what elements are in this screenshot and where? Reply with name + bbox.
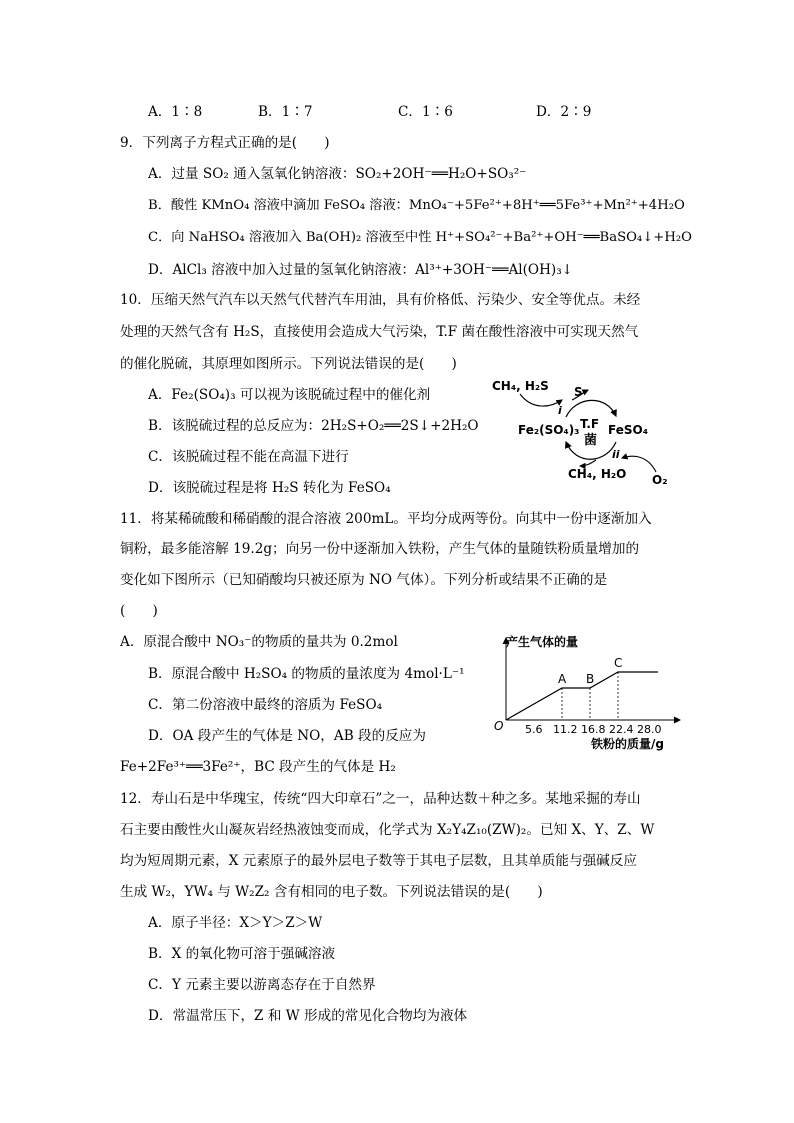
q12-option-b: B．X 的氧化物可溶于强碱溶液 <box>148 946 336 962</box>
q12-stem-line-4: 生成 W₂，YW₄ 与 W₂Z₂ 含有相同的电子数。下列说法错误的是( ) <box>120 884 543 900</box>
cycle-arrow-top <box>566 400 616 417</box>
q12-option-d: D．常温常压下，Z 和 W 形成的常见化合物均为液体 <box>148 1008 468 1024</box>
diagram-step-ii: ii <box>612 448 620 461</box>
q12-stem-line-1: 12．寿山石是中华瑰宝，传统“四大印章石”之一，品种达数＋种之多。某地采掘的寿山 <box>120 791 641 807</box>
q10-stem-line-3: 的催化脱硫，其原理如图所示。下列说法错误的是( ) <box>120 356 457 372</box>
chart-x-tick-label: 11.2 <box>553 723 578 736</box>
q10-option-a: A．Fe₂(SO₄)₃ 可以视为该脱硫过程中的催化剂 <box>148 387 431 403</box>
chart-point-label-b: B <box>586 672 595 686</box>
q9-option-d: D．AlCl₃ 溶液中加入过量的氢氧化钠溶液：Al³⁺+3OH⁻══Al(OH)₃↓ <box>148 262 574 278</box>
q10-option-b: B．该脱硫过程的总反应为：2H₂S+O₂══2S↓+2H₂O <box>148 418 479 434</box>
q9-option-a: A．过量 SO₂ 通入氢氧化钠溶液：SO₂+2OH⁻══H₂O+SO₃²⁻ <box>148 166 527 182</box>
q11-option-d-line-2: Fe+2Fe³⁺══3Fe²⁺，BC 段产生的气体是 H₂ <box>120 759 396 775</box>
diagram-step-i: i <box>558 404 562 417</box>
gas-vs-iron-chart <box>488 628 684 754</box>
output-arrow-bottom <box>580 460 596 466</box>
q9-option-c: C．向 NaHSO₄ 溶液加入 Ba(OH)₂ 溶液至中性 H⁺+SO₄²⁻+Ba²⁺+OH⁻══BaSO₄↓+H₂O <box>148 230 692 245</box>
diagram-output-s: S <box>574 385 583 399</box>
chart-x-tick-label: 16.8 <box>581 723 606 736</box>
chart-ylabel: 产生气体的量 <box>506 635 579 649</box>
input-arrow-o2 <box>622 456 656 472</box>
q12-option-a: A．原子半径：X＞Y＞Z＞W <box>148 915 323 931</box>
q12-option-c: C．Y 元素主要以游离态存在于自然界 <box>148 977 376 993</box>
q12-stem-line-2: 石主要由酸性火山凝灰岩经热液蚀变而成，化学式为 X₂Y₄Z₁₀(ZW)₂。已知 X、Y、Z、W <box>120 822 655 838</box>
chart-series-line <box>506 672 658 720</box>
diagram-right-compound: FeSO₄ <box>608 423 648 437</box>
input-arrow-top <box>520 394 562 406</box>
q8-option-b: B．1∶7 <box>258 104 313 120</box>
q11-stem-line-3: 变化如下图所示（已知硝酸均只被还原为 NO 气体）。下列分析或结果不正确的是 <box>120 572 608 588</box>
q11-option-c: C．第二份溶液中最终的溶质为 FeSO₄ <box>148 697 383 713</box>
q9-option-b: B．酸性 KMnO₄ 溶液中滴加 FeSO₄ 溶液：MnO₄⁻+5Fe²⁺+8H⁺══5Fe³⁺+Mn²⁺+4H₂O <box>148 198 685 213</box>
diagram-center-bottom: 菌 <box>584 433 598 448</box>
q9-stem: 9．下列离子方程式正确的是( ) <box>120 135 330 151</box>
chart-point-label-a: A <box>558 672 567 686</box>
diagram-input-top: CH₄, H₂S <box>492 379 549 393</box>
q11-option-b: B．原混合酸中 H₂SO₄ 的物质的量浓度为 4mol·L⁻¹ <box>148 666 465 682</box>
chart-point-label-c: C <box>614 656 623 670</box>
chart-origin: O <box>494 719 504 733</box>
diagram-input-o2: O₂ <box>652 473 668 487</box>
q8-option-d: D．2∶9 <box>536 104 592 120</box>
q10-stem-line-1: 10．压缩天然气汽车以天然气代替汽车用油，具有价格低、污染少、安全等优点。未经 <box>120 292 641 308</box>
desulfurization-cycle-diagram <box>488 372 688 490</box>
diagram-center-top: T.F <box>580 417 600 431</box>
q10-option-c: C．该脱硫过程不能在高温下进行 <box>148 449 349 465</box>
chart-x-tick-label: 22.4 <box>609 723 634 736</box>
q12-stem-line-3: 均为短周期元素，X 元素原子的最外层电子数等于其电子层数，且其单质能与强碱反应 <box>120 853 637 869</box>
q8-option-c: C．1∶6 <box>398 104 453 120</box>
q11-stem-line-2: 铜粉，最多能溶解 19.2g；向另一份中逐渐加入铁粉，产生气体的量随铁粉质量增加的 <box>120 541 640 557</box>
q10-option-d: D．该脱硫过程是将 H₂S 转化为 FeSO₄ <box>148 480 391 496</box>
diagram-left-compound: Fe₂(SO₄)₃ <box>518 423 580 437</box>
chart-xlabel: 铁粉的质量/g <box>591 737 664 751</box>
q10-stem-line-2: 处理的天然气含有 H₂S，直接使用会造成大气污染，T.F 菌在酸性溶液中可实现天然气 <box>120 324 639 340</box>
q11-stem-line-4: ( ) <box>120 603 158 619</box>
q11-option-d-line-1: D．OA 段产生的气体是 NO，AB 段的反应为 <box>148 728 426 744</box>
diagram-output-bottom: CH₄, H₂O <box>568 467 627 481</box>
q11-option-a: A．原混合酸中 NO₃⁻的物质的量共为 0.2mol <box>120 634 398 650</box>
chart-x-tick-label: 5.6 <box>525 723 543 736</box>
q11-stem-line-1: 11．将某稀硫酸和稀硝酸的混合溶液 200mL。平均分成两等份。向其中一份中逐渐加入 <box>120 511 652 527</box>
chart-x-tick-label: 28.0 <box>637 723 662 736</box>
q8-option-a: A．1∶8 <box>148 104 203 120</box>
